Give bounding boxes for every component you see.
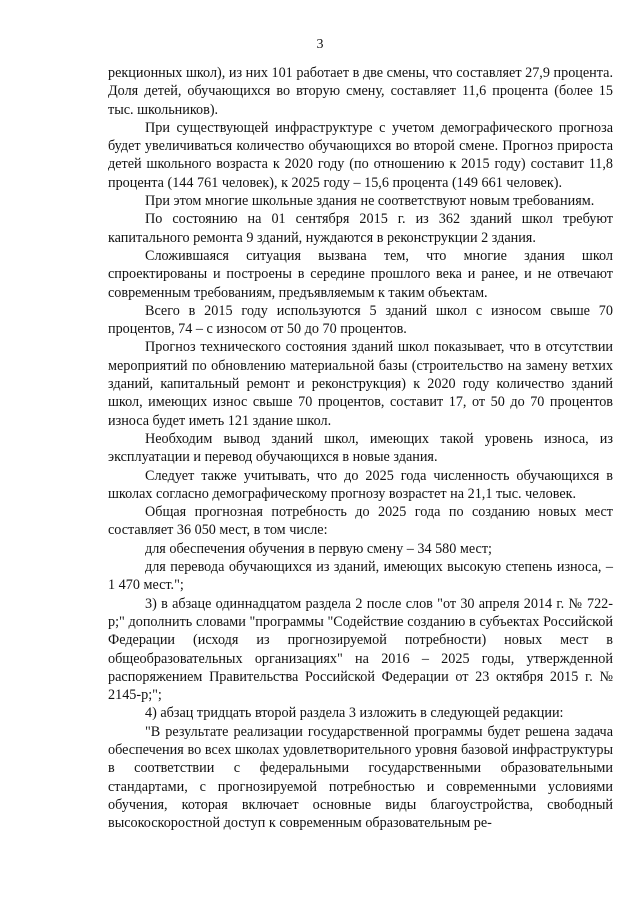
paragraph: рекционных школ), из них 101 работает в две смены, что составляет 27,9 процента. Доля детей, обучающихся во вторую смену, составляет 11,6 процента (более 15 тыс. школьников). [108,65,613,118]
paragraph: Следует также учитывать, что до 2025 года численность обучающихся в школах согласно демографическому прогнозу возрастет на 21,1 тыс. человек. [108,467,613,502]
paragraph: По состоянию на 01 сентября 2015 г. из 362 зданий школ требуют капитального ремонта 9 зданий, нуждаются в реконструкции 2 здания. [108,211,613,246]
paragraph: Всего в 2015 году используются 5 зданий школ с износом свыше 70 процентов, 74 – с износом от 50 до 70 процентов. [108,302,613,338]
paragraph: Прогноз технического состояния зданий школ показывает, что в отсутствии мероприятий по обновлению материальной базы (строительство на замену ветхих зданий, капитальный ремонт и реконструкция) к 2020 году количество зданий школ, имеющих износ свыше 70 процентов, составит 17, от 50 до 70 процентов износа будет иметь 121 здание школ. [108,339,613,429]
paragraph: 3) в абзаце одиннадцатом раздела 2 после слов "от 30 апреля 2014 г. № 722-р;" дополнить словами "программы "Содействие созданию в субъектах Российской Федерации (исходя из прогнозируемой потребности) новых мест в общеобразовательных организациях" на 2016 – 2025 годы, утвержденной распоряжением Правительства Российской Федерации от 23 октября 2015 г. № 2145-р;"; [108,595,613,704]
document-body [108,64,613,832]
paragraph: для перевода обучающихся из зданий, имеющих высокую степень износа, – 1 470 мест."; [108,559,613,594]
paragraph: Сложившаяся ситуация вызвана тем, что многие здания школ спроектированы и построены в середине прошлого века и ранее, и не отвечают современным требованиям, предъявляемым к таким объектам. [108,247,613,301]
paragraph: При существующей инфраструктуре с учетом демографического прогноза будет увеличиваться количество обучающихся во второй смене. Прогноз прироста детей школьного возраста к 2020 году (по отношению к 2015 году) составит 11,8 процента (144 761 человек), к 2025 году – 15,6 процента (149 661 человек). [108,119,613,191]
paragraph: "В результате реализации государственной программы будет решена задача обеспечения во всех школах удовлетворительного уровня базовой инфраструктуры в соответствии с федеральными государственными образовательными стандартами, с прогнозируемой потребностью и современными условиями обучения, которая включает основные виды благоустройства, свободный высокоскоростной доступ к современным образовательным ре- [108,723,613,832]
page-number: 3 [316,37,324,52]
paragraph: для обеспечения обучения в первую смену – 34 580 мест; [145,540,492,557]
paragraph: 4) абзац тридцать второй раздела 3 изложить в следующей редакции: [145,705,564,722]
paragraph: При этом многие школьные здания не соответствуют новым требованиям. [145,193,595,210]
paragraph: Общая прогнозная потребность до 2025 года по созданию новых мест составляет 36 050 мест, в том числе: [108,504,613,539]
paragraph: Необходим вывод зданий школ, имеющих такой уровень износа, из эксплуатации и перевод обучающихся в новые здания. [108,430,613,466]
